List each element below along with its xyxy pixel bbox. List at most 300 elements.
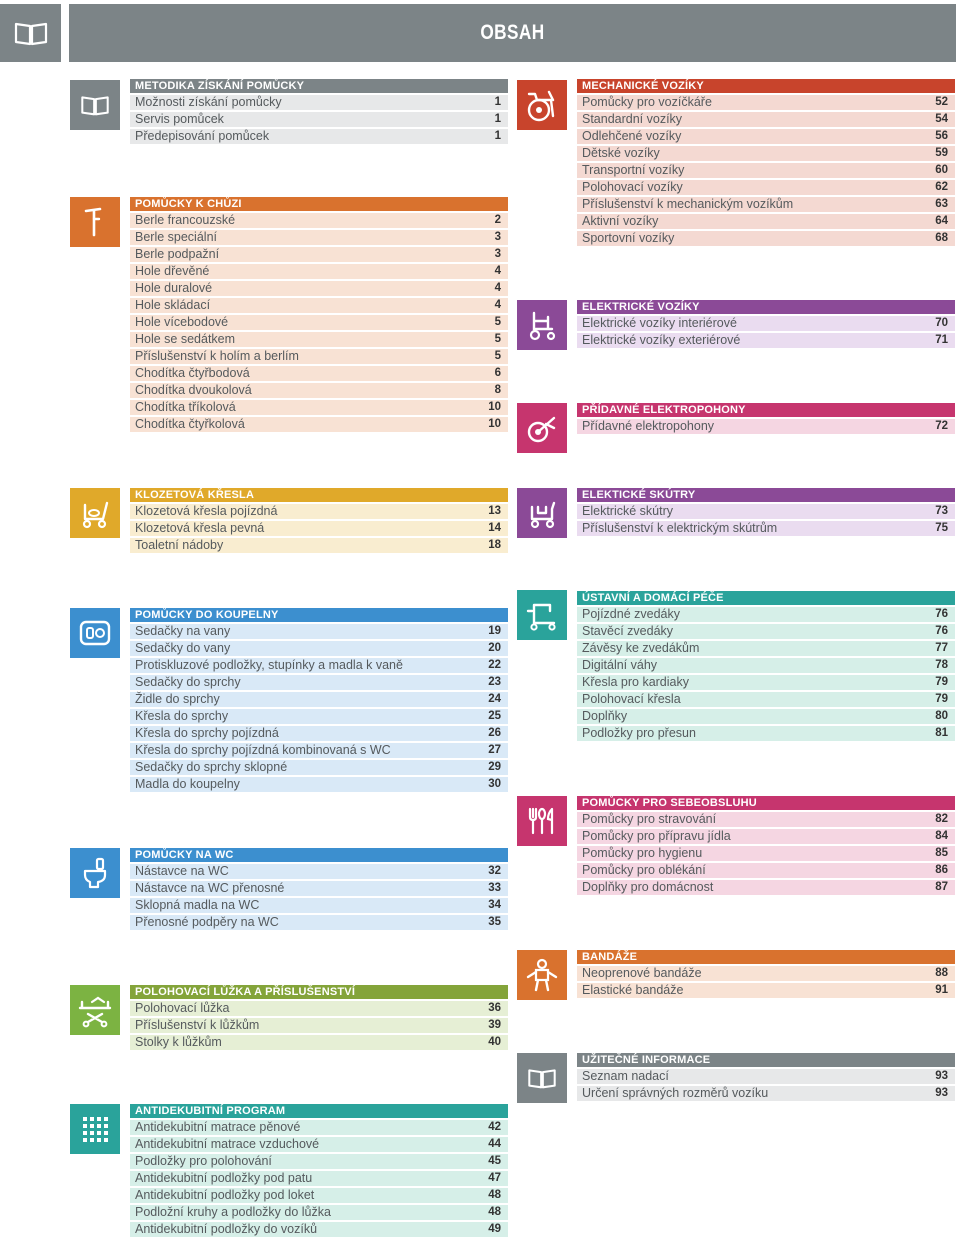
toc-entry[interactable]: [577, 197, 955, 212]
toc-entry[interactable]: [130, 915, 508, 930]
toc-entry-label: Křesla pro kardiaky: [582, 675, 689, 689]
toc-entry-label: Hole dřevěné: [135, 264, 210, 278]
toc-entry[interactable]: [130, 538, 508, 553]
wc-icon-box: [70, 848, 120, 898]
toc-entry[interactable]: [577, 607, 955, 622]
toc-entry-page: 2: [494, 214, 501, 226]
toc-entry-page: 4: [494, 299, 501, 311]
toc-entry[interactable]: [130, 777, 508, 792]
toc-entry-page: 33: [488, 882, 501, 894]
section-bandaze: [577, 950, 955, 998]
toc-entry[interactable]: [130, 230, 508, 245]
toc-entry-label: Protiskluzové podložky, stupínky a madla k vaně: [135, 658, 403, 672]
toc-entry-page: 75: [935, 522, 948, 534]
toc-entry-label: Elektrické vozíky interiérové: [582, 316, 737, 330]
sebeobsluha-icon-box: [517, 796, 567, 846]
toc-entry[interactable]: [130, 898, 508, 913]
toc-entry[interactable]: [130, 504, 508, 519]
toc-entry-label: Stavěcí zvedáky: [582, 624, 674, 638]
toc-entry-page: 14: [488, 522, 501, 534]
section-uzitecne: [577, 1053, 955, 1101]
toc-entry-page: 35: [488, 916, 501, 928]
section-title: UŽITEČNÉ INFORMACE: [577, 1053, 955, 1067]
toc-entry[interactable]: [130, 264, 508, 279]
toc-entry-label: Hole duralové: [135, 281, 213, 295]
section-title: KLOZETOVÁ KŘESLA: [130, 488, 508, 502]
toc-entry[interactable]: [577, 692, 955, 707]
toc-entry[interactable]: [577, 846, 955, 861]
toc-entry-label: Berle francouzské: [135, 213, 236, 227]
commode-chair-icon: [77, 495, 113, 531]
toc-entry-label: Pomůcky pro stravování: [582, 812, 717, 826]
toc-entry-label: Hole vícebodové: [135, 315, 229, 329]
toc-entry[interactable]: [577, 641, 955, 656]
toc-entry[interactable]: [130, 112, 508, 127]
toc-entry-label: Pomůcky pro hygienu: [582, 846, 703, 860]
section-title: POMŮCKY K CHŮZI: [130, 197, 508, 211]
section-metodika: [130, 79, 508, 144]
toc-entry-label: Přenosné podpěry na WC: [135, 915, 279, 929]
toc-entry[interactable]: [130, 1137, 508, 1152]
section-title: POMŮCKY DO KOUPELNY: [130, 608, 508, 622]
toc-entry-page: 60: [935, 164, 948, 176]
section-mechanicke: [577, 79, 955, 246]
toc-entry[interactable]: [130, 692, 508, 707]
pridavne-icon-box: [517, 403, 567, 453]
section-klozetova: [130, 488, 508, 553]
toc-entry-label: Chodítka tříkolová: [135, 400, 236, 414]
toc-entry[interactable]: [577, 333, 955, 348]
toc-entry-page: 54: [935, 113, 948, 125]
wheelchair-icon: [523, 86, 561, 124]
ustavni-icon-box: [517, 590, 567, 640]
toc-entry-label: Příslušenství k elektrickým skútrům: [582, 521, 778, 535]
section-title: PŘÍDAVNÉ ELEKTROPOHONY: [577, 403, 955, 417]
toc-entry-page: 6: [494, 367, 501, 379]
toc-entry[interactable]: [130, 624, 508, 639]
section-rows: [130, 95, 508, 144]
toc-entry[interactable]: [577, 146, 955, 161]
section-elektricke: [577, 300, 955, 348]
toc-entry-label: Klozetová křesla pojízdná: [135, 504, 278, 518]
toc-entry[interactable]: [577, 880, 955, 895]
toc-entry[interactable]: [577, 1086, 955, 1101]
toc-entry-label: Chodítka dvoukolová: [135, 383, 252, 397]
toc-entry-page: 76: [935, 625, 948, 637]
bandage-figure-icon: [524, 957, 560, 993]
toc-entry-page: 87: [935, 881, 948, 893]
toc-entry-page: 80: [935, 710, 948, 722]
toc-entry[interactable]: [130, 1205, 508, 1220]
section-title: POMŮCKY NA WC: [130, 848, 508, 862]
toc-entry-page: 4: [494, 282, 501, 294]
toc-entry[interactable]: [577, 709, 955, 724]
toc-entry[interactable]: [577, 419, 955, 434]
toc-entry-page: 72: [935, 420, 948, 432]
elektricke-icon-box: [517, 300, 567, 350]
toc-entry-label: Berle podpažní: [135, 247, 220, 261]
toc-entry[interactable]: [577, 1069, 955, 1084]
toc-entry-label: Polohovací lůžka: [135, 1001, 230, 1015]
section-ustavni: [577, 591, 955, 741]
toc-entry[interactable]: [130, 675, 508, 690]
toc-entry-label: Pomůcky pro vozíčkáře: [582, 95, 712, 109]
page-header: [69, 4, 956, 62]
skutry-icon-box: [517, 488, 567, 538]
section-rows: [130, 1120, 508, 1237]
section-rows: [577, 607, 955, 741]
toc-entry-page: 93: [935, 1087, 948, 1099]
toc-entry-label: Pojízdné zvedáky: [582, 607, 680, 621]
crutch-icon: [80, 205, 110, 239]
toc-entry-page: 18: [488, 539, 501, 551]
section-title: METODIKA ZÍSKÁNÍ POMŮCKY: [130, 79, 508, 93]
toc-entry-page: 91: [935, 984, 948, 996]
toc-entry-page: 52: [935, 96, 948, 108]
toc-entry-label: Určení správných rozměrů vozíku: [582, 1086, 769, 1100]
open-book-icon: [14, 20, 48, 46]
bath-icon: [78, 618, 112, 648]
section-skutry: [577, 488, 955, 536]
info-book-icon: [527, 1067, 557, 1089]
toc-entry-page: 88: [935, 967, 948, 979]
toc-entry-label: Digitální váhy: [582, 658, 658, 672]
section-rows: [577, 95, 955, 246]
toc-entry[interactable]: [577, 95, 955, 110]
toc-entry-page: 73: [935, 505, 948, 517]
section-title: MECHANICKÉ VOZÍKY: [577, 79, 955, 93]
toc-entry-label: Aktivní vozíky: [582, 214, 659, 228]
toc-entry[interactable]: [130, 1171, 508, 1186]
toc-entry-page: 78: [935, 659, 948, 671]
toc-entry-page: 32: [488, 865, 501, 877]
toc-entry-label: Sedačky do sprchy sklopné: [135, 760, 288, 774]
toc-entry-page: 3: [494, 231, 501, 243]
toc-entry-page: 5: [494, 350, 501, 362]
toc-entry-page: 93: [935, 1070, 948, 1082]
toc-entry[interactable]: [130, 1154, 508, 1169]
header-book-icon-box: [0, 4, 61, 62]
toc-entry-label: Podložky pro polohování: [135, 1154, 272, 1168]
toc-entry-page: 70: [935, 317, 948, 329]
toc-entry-label: Servis pomůcek: [135, 112, 224, 126]
toc-entry-label: Chodítka čtyřkolová: [135, 417, 245, 431]
section-rows: [130, 504, 508, 553]
mattress-grid-icon: [82, 1116, 108, 1142]
toc-entry[interactable]: [577, 214, 955, 229]
toc-entry-label: Podložky pro přesun: [582, 726, 696, 740]
toc-entry-label: Přídavné elektropohony: [582, 419, 715, 433]
toc-entry-label: Antidekubitní matrace vzduchové: [135, 1137, 320, 1151]
toc-entry-page: 39: [488, 1019, 501, 1031]
toc-entry-label: Křesla do sprchy pojízdná kombinovaná s WC: [135, 743, 391, 757]
toc-entry-page: 44: [488, 1138, 501, 1150]
toc-entry-page: 76: [935, 608, 948, 620]
mechanicke-icon-box: [517, 80, 567, 130]
section-sebeobsluha: [577, 796, 955, 895]
toc-entry-label: Sedačky na vany: [135, 624, 231, 638]
toc-entry[interactable]: [130, 726, 508, 741]
section-title: ANTIDEKUBITNÍ PROGRAM: [130, 1104, 508, 1118]
toc-entry[interactable]: [130, 129, 508, 144]
toc-entry[interactable]: [130, 417, 508, 432]
toc-entry-page: 36: [488, 1002, 501, 1014]
toc-entry-label: Příslušenství k lůžkům: [135, 1018, 260, 1032]
toc-entry-page: 23: [488, 676, 501, 688]
toc-entry-page: 8: [494, 384, 501, 396]
toc-entry-page: 27: [488, 744, 501, 756]
scooter-icon: [524, 495, 560, 531]
toc-entry[interactable]: [130, 400, 508, 415]
toc-entry-page: 26: [488, 727, 501, 739]
toc-entry[interactable]: [130, 213, 508, 228]
klozetova-icon-box: [70, 488, 120, 538]
toc-entry[interactable]: [130, 864, 508, 879]
toc-entry-page: 81: [935, 727, 948, 739]
toc-entry[interactable]: [130, 349, 508, 364]
toc-entry-label: Hole se sedátkem: [135, 332, 236, 346]
toc-entry-page: 64: [935, 215, 948, 227]
toilet-icon: [78, 855, 112, 891]
toc-entry-page: 71: [935, 334, 948, 346]
toc-entry-label: Hole skládací: [135, 298, 211, 312]
toc-entry-page: 49: [488, 1223, 501, 1235]
toc-entry[interactable]: [130, 281, 508, 296]
toc-entry[interactable]: [577, 163, 955, 178]
toc-entry[interactable]: [130, 658, 508, 673]
toc-entry-page: 5: [494, 333, 501, 345]
electric-wheelchair-icon: [524, 307, 560, 343]
patient-lift-icon: [524, 597, 560, 633]
toc-entry[interactable]: [130, 709, 508, 724]
toc-entry-label: Závěsy ke zvedákům: [582, 641, 700, 655]
toc-entry-label: Stolky k lůžkům: [135, 1035, 222, 1049]
section-rows: [577, 966, 955, 998]
section-pridavne: [577, 403, 955, 434]
toc-entry-page: 56: [935, 130, 948, 142]
toc-entry-page: 40: [488, 1036, 501, 1048]
toc-entry-label: Předepisování pomůcek: [135, 129, 270, 143]
toc-entry[interactable]: [130, 881, 508, 896]
toc-entry-label: Příslušenství k holím a berlím: [135, 349, 299, 363]
toc-entry-page: 68: [935, 232, 948, 244]
toc-entry[interactable]: [577, 129, 955, 144]
toc-entry-page: 79: [935, 693, 948, 705]
section-rows: [577, 316, 955, 348]
toc-entry-page: 84: [935, 830, 948, 842]
toc-entry-label: Odlehčené vozíky: [582, 129, 682, 143]
toc-entry-page: 10: [488, 401, 501, 413]
section-title: ELEKTICKÉ SKÚTRY: [577, 488, 955, 502]
toc-entry-page: 48: [488, 1189, 501, 1201]
toc-entry[interactable]: [577, 231, 955, 246]
toc-entry-label: Elektrické vozíky exteriérové: [582, 333, 741, 347]
toc-entry-label: Sportovní vozíky: [582, 231, 675, 245]
toc-entry-page: 77: [935, 642, 948, 654]
toc-entry-page: 5: [494, 316, 501, 328]
toc-entry[interactable]: [130, 332, 508, 347]
toc-entry-label: Židle do sprchy: [135, 692, 220, 706]
toc-entry-page: 4: [494, 265, 501, 277]
toc-entry-page: 29: [488, 761, 501, 773]
bed-icon: [76, 992, 114, 1028]
toc-entry[interactable]: [130, 743, 508, 758]
toc-entry[interactable]: [130, 1188, 508, 1203]
toc-entry[interactable]: [577, 180, 955, 195]
antidekubitni-icon-box: [70, 1104, 120, 1154]
toc-entry-label: Křesla do sprchy pojízdná: [135, 726, 279, 740]
toc-entry-label: Antidekubitní podložky do vozíků: [135, 1222, 318, 1236]
section-rows: [130, 213, 508, 432]
toc-entry[interactable]: [577, 726, 955, 741]
toc-entry-page: 25: [488, 710, 501, 722]
toc-entry[interactable]: [577, 112, 955, 127]
toc-entry-label: Sedačky do sprchy: [135, 675, 241, 689]
metodika-icon-box: [70, 80, 120, 130]
toc-entry-label: Madla do koupelny: [135, 777, 240, 791]
toc-entry-page: 19: [488, 625, 501, 637]
toc-entry-page: 1: [494, 130, 501, 142]
section-rows: [577, 419, 955, 434]
toc-entry-label: Klozetová křesla pevná: [135, 521, 265, 535]
toc-entry-page: 42: [488, 1121, 501, 1133]
toc-entry-label: Nástavce na WC přenosné: [135, 881, 285, 895]
toc-entry-page: 82: [935, 813, 948, 825]
toc-entry[interactable]: [577, 863, 955, 878]
toc-entry-label: Doplňky pro domácnost: [582, 880, 714, 894]
toc-entry-label: Doplňky: [582, 709, 628, 723]
toc-entry-page: 63: [935, 198, 948, 210]
toc-entry[interactable]: [577, 624, 955, 639]
toc-entry[interactable]: [130, 521, 508, 536]
toc-entry-label: Seznam nadací: [582, 1069, 669, 1083]
power-drive-icon: [524, 410, 560, 446]
toc-entry-label: Antidekubitní podložky pod loket: [135, 1188, 315, 1202]
section-rows: [130, 1001, 508, 1050]
toc-entry[interactable]: [577, 829, 955, 844]
toc-entry-page: 47: [488, 1172, 501, 1184]
toc-entry-label: Neoprenové bandáže: [582, 966, 702, 980]
toc-entry-page: 86: [935, 864, 948, 876]
section-chuze: [130, 197, 508, 432]
toc-entry-page: 79: [935, 676, 948, 688]
toc-entry-label: Toaletní nádoby: [135, 538, 224, 552]
toc-entry-page: 10: [488, 418, 501, 430]
toc-entry[interactable]: [577, 658, 955, 673]
toc-entry[interactable]: [130, 1035, 508, 1050]
open-book-icon: [80, 94, 110, 116]
section-rows: [130, 624, 508, 792]
section-rows: [577, 504, 955, 536]
toc-entry-label: Antidekubitní matrace pěnové: [135, 1120, 301, 1134]
toc-entry-label: Elastické bandáže: [582, 983, 684, 997]
toc-entry-label: Polohovací vozíky: [582, 180, 683, 194]
toc-entry[interactable]: [130, 1222, 508, 1237]
toc-entry-label: Standardní vozíky: [582, 112, 683, 126]
toc-entry-page: 85: [935, 847, 948, 859]
section-lozka: [130, 985, 508, 1050]
toc-entry-page: 30: [488, 778, 501, 790]
section-antidekubitni: [130, 1104, 508, 1237]
toc-entry[interactable]: [577, 983, 955, 998]
section-title: ÚSTAVNÍ A DOMÁCÍ PÉČE: [577, 591, 955, 605]
toc-entry-label: Sklopná madla na WC: [135, 898, 260, 912]
toc-entry-label: Nástavce na WC: [135, 864, 229, 878]
section-koupelna: [130, 608, 508, 792]
toc-entry-label: Pomůcky pro oblékání: [582, 863, 706, 877]
toc-entry-label: Elektrické skútry: [582, 504, 673, 518]
toc-entry-label: Chodítka čtyřbodová: [135, 366, 250, 380]
toc-entry-page: 62: [935, 181, 948, 193]
toc-entry[interactable]: [577, 675, 955, 690]
toc-entry[interactable]: [577, 966, 955, 981]
koupelna-icon-box: [70, 608, 120, 658]
toc-entry-label: Sedačky do vany: [135, 641, 231, 655]
toc-entry[interactable]: [130, 247, 508, 262]
lozka-icon-box: [70, 985, 120, 1035]
section-wc: [130, 848, 508, 930]
toc-entry-page: 13: [488, 505, 501, 517]
toc-entry-page: 48: [488, 1206, 501, 1218]
toc-entry-label: Berle speciální: [135, 230, 217, 244]
toc-entry-label: Příslušenství k mechanickým vozíkům: [582, 197, 794, 211]
cutlery-icon: [524, 803, 560, 839]
toc-entry-page: 45: [488, 1155, 501, 1167]
toc-entry[interactable]: [130, 366, 508, 381]
toc-entry[interactable]: [130, 1001, 508, 1016]
section-title: POLOHOVACÍ LŮŽKA A PŘÍSLUŠENSTVÍ: [130, 985, 508, 999]
toc-entry-page: 20: [488, 642, 501, 654]
toc-entry-page: 1: [494, 96, 501, 108]
toc-entry[interactable]: [130, 1018, 508, 1033]
section-rows: [577, 812, 955, 895]
section-rows: [577, 1069, 955, 1101]
toc-entry[interactable]: [130, 95, 508, 110]
toc-entry-page: 22: [488, 659, 501, 671]
toc-entry[interactable]: [577, 504, 955, 519]
toc-entry-label: Dětské vozíky: [582, 146, 660, 160]
toc-entry[interactable]: [130, 383, 508, 398]
toc-entry[interactable]: [130, 641, 508, 656]
toc-entry[interactable]: [577, 316, 955, 331]
toc-entry[interactable]: [130, 298, 508, 313]
toc-entry-page: 1: [494, 113, 501, 125]
toc-entry-label: Antidekubitní podložky pod patu: [135, 1171, 313, 1185]
chuze-icon-box: [70, 197, 120, 247]
page-title: OBSAH: [480, 21, 545, 44]
section-rows: [130, 864, 508, 930]
toc-entry[interactable]: [130, 315, 508, 330]
toc-entry-label: Pomůcky pro přípravu jídla: [582, 829, 731, 843]
toc-entry[interactable]: [130, 1120, 508, 1135]
toc-entry[interactable]: [130, 760, 508, 775]
section-title: POMŮCKY PRO SEBEOBSLUHU: [577, 796, 955, 810]
toc-entry-label: Transportní vozíky: [582, 163, 685, 177]
toc-entry-label: Možnosti získání pomůcky: [135, 95, 282, 109]
toc-entry-label: Polohovací křesla: [582, 692, 681, 706]
toc-entry-page: 3: [494, 248, 501, 260]
toc-entry[interactable]: [577, 521, 955, 536]
uzitecne-icon-box: [517, 1053, 567, 1103]
section-title: BANDÁŽE: [577, 950, 955, 964]
bandaze-icon-box: [517, 950, 567, 1000]
toc-entry-page: 34: [488, 899, 501, 911]
toc-entry[interactable]: [577, 812, 955, 827]
toc-entry-label: Podložní kruhy a podložky do lůžka: [135, 1205, 331, 1219]
toc-entry-label: Křesla do sprchy: [135, 709, 229, 723]
toc-entry-page: 59: [935, 147, 948, 159]
section-title: ELEKTRICKÉ VOZÍKY: [577, 300, 955, 314]
